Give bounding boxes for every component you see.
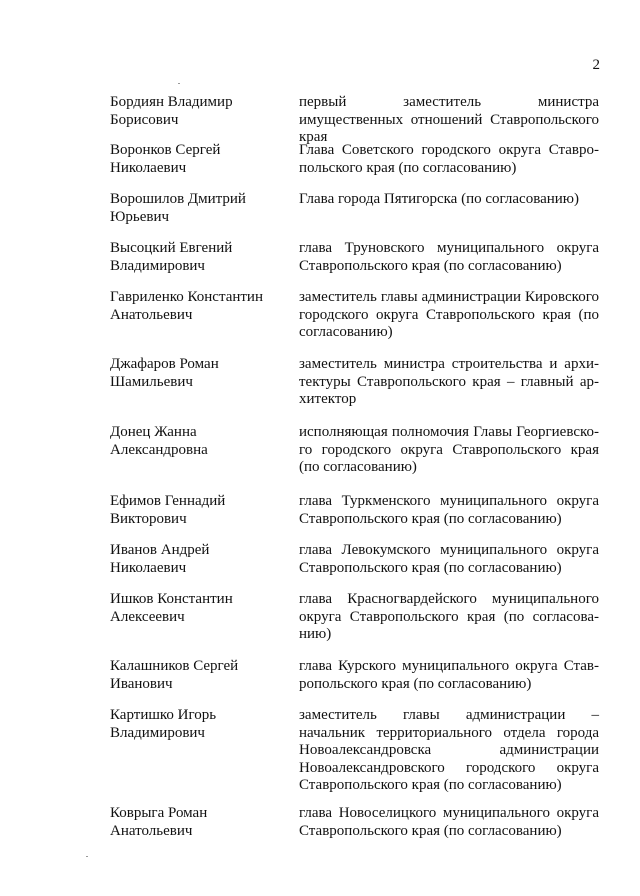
page-number: 2	[592, 57, 600, 73]
person-name: Высоцкий Евгений Владимирович	[110, 240, 233, 274]
person-name: Ворошилов Дмитрий Юрьевич	[110, 191, 246, 225]
scan-speck	[178, 83, 180, 84]
person-name: Джафаров Роман Шамильевич	[110, 356, 219, 390]
person-name: Донец Жанна Александровна	[110, 424, 208, 458]
person-position: глава Новоселицкого муниципального округа Ставропольского края (по согласованию)	[299, 805, 599, 839]
person-position: первый заместитель министра имущественных отношений Ставропольского края	[299, 94, 599, 145]
person-name: Коврыга Роман Анатольевич	[110, 805, 208, 839]
person-position: глава Красногвардейского муниципального округа Ставропольского края (по согласованию)	[299, 591, 599, 642]
person-position: заместитель министра строительства и архитектуры Ставропольского края – главный архитектор	[299, 356, 599, 407]
person-name: Картишко Игорь Владимирович	[110, 707, 217, 741]
person-name: Ишков Константин Алексеевич	[110, 591, 233, 625]
person-name: Воронков Сергей Николаевич	[110, 142, 221, 176]
person-name: Гавриленко Константин Анатольевич	[110, 289, 263, 323]
person-position: Глава Советского городского округа Ставропольского края (по согласованию)	[299, 142, 599, 176]
person-name: Ефимов Геннадий Викторович	[110, 493, 226, 527]
person-position: глава Левокумского муниципального округа Ставропольского края (по согласованию)	[299, 542, 599, 576]
person-position: Глава города Пятигорска (по согласованию)	[299, 191, 580, 207]
person-position: глава Курского муниципального округа Ставропольского края (по согласованию)	[299, 658, 599, 692]
person-name: Калашников Сергей Иванович	[110, 658, 239, 692]
person-position: глава Труновского муниципального округа Ставропольского края (по согласованию)	[299, 240, 599, 274]
person-position: глава Туркменского муниципального округа Ставропольского края (по согласованию)	[299, 493, 599, 527]
person-name: Бордиян Владимир Борисович	[110, 94, 233, 128]
person-position: заместитель главы администрации Кировского городского округа Ставропольского края (по согласованию)	[299, 289, 599, 340]
person-position: заместитель главы администрации – начальник территориального отдела города Новоалександровска администрации Новоалександровского городского округа Ставропольского края (по согласованию)	[299, 707, 599, 793]
person-position: исполняющая полномочия Главы Георгиевского городского округа Ставропольского края (по согласованию)	[299, 424, 599, 475]
scan-speck	[86, 856, 88, 857]
person-name: Иванов Андрей Николаевич	[110, 542, 210, 576]
